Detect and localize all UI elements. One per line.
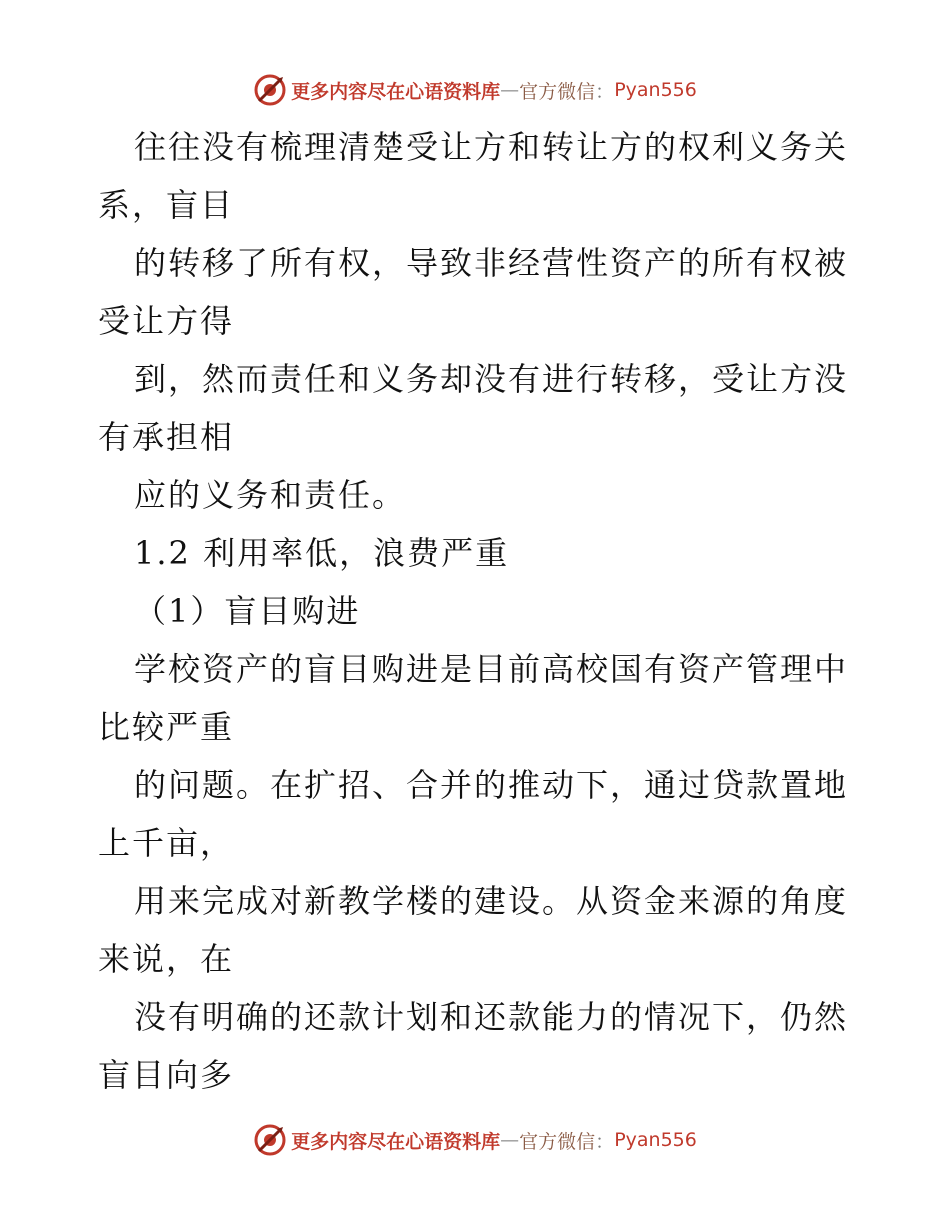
text-line: 应的义务和责任。: [134, 476, 407, 514]
banner-site-text: 更多内容尽在心语资料库: [291, 80, 501, 103]
banner-colon: ：: [595, 1130, 615, 1153]
banner-wechat-label: 官方微信: [519, 1130, 596, 1153]
text-line: 学校资产的盲目购进是目前高校国有资产管理中: [134, 650, 849, 688]
text-line: 上千亩，: [98, 824, 235, 862]
header-banner: [0, 70, 950, 110]
section-heading: 1.2 利用率低，浪费严重: [134, 534, 510, 572]
logo-icon: [253, 1123, 287, 1157]
text-line: 没有明确的还款计划和还款能力的情况下，仍然: [134, 998, 849, 1036]
text-line: 的问题。在扩招、合并的推动下，通过贷款置地: [134, 766, 849, 804]
text-line: 受让方得: [98, 302, 235, 340]
text-line: 比较严重: [98, 708, 235, 746]
banner-dash: —: [500, 1129, 520, 1151]
banner-site-text: 更多内容尽在心语资料库: [291, 1130, 501, 1153]
text-line: 盲目向多: [98, 1056, 235, 1094]
banner-wechat-id: Pyan556: [614, 1129, 697, 1151]
footer-banner: [0, 1120, 950, 1160]
banner-dash: —: [500, 79, 520, 101]
logo-icon: [253, 73, 287, 107]
text-line: 有承担相: [98, 418, 235, 456]
banner-wechat-label: 官方微信: [519, 80, 596, 103]
text-line: 到，然而责任和义务却没有进行转移，受让方没: [134, 360, 849, 398]
text-line: 用来完成对新教学楼的建设。从资金来源的角度: [134, 882, 849, 920]
text-line: 的转移了所有权，导致非经营性资产的所有权被: [134, 244, 849, 282]
text-line: 系，盲目: [98, 186, 235, 224]
subsection-heading: （1）盲目购进: [134, 592, 361, 630]
text-line: 来说，在: [98, 940, 235, 978]
banner-wechat-id: Pyan556: [614, 79, 697, 101]
document-body: [98, 118, 858, 1104]
banner-colon: ：: [595, 80, 615, 103]
text-line: 往往没有梳理清楚受让方和转让方的权利义务关: [134, 128, 849, 166]
